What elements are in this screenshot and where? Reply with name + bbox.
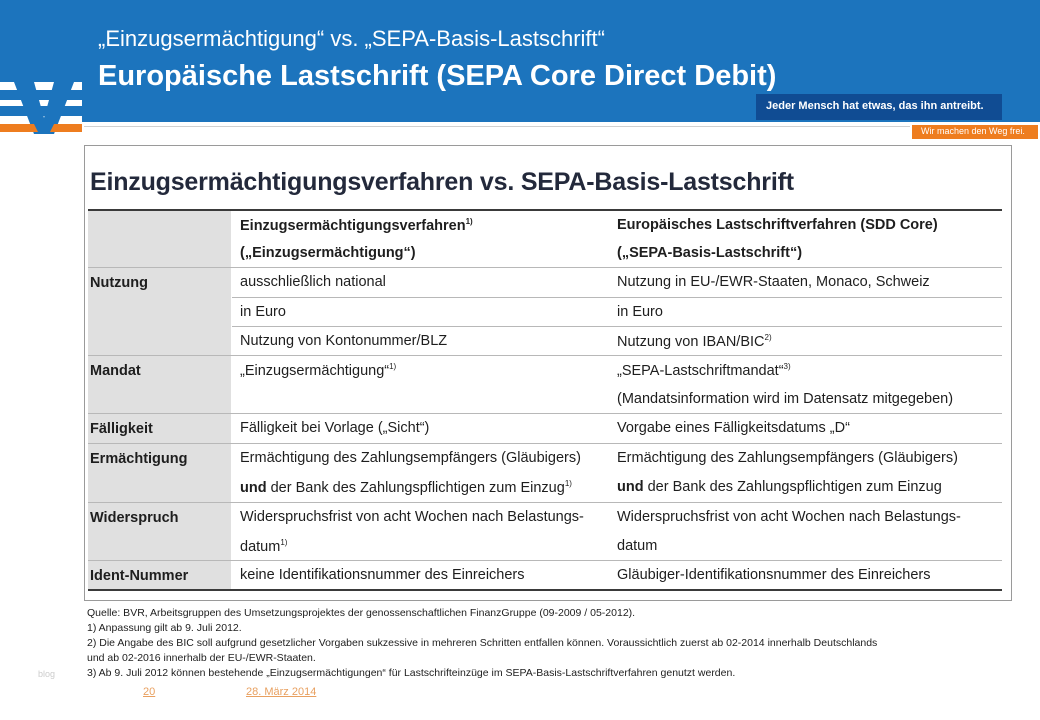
cell-text: und der Bank des Zahlungspflichtigen zum Einzug$^{1)}$ bbox=[240, 479, 572, 496]
cell-text: datum bbox=[617, 538, 658, 554]
cell-text: Widerspruchsfrist von acht Wochen nach Belastungs- bbox=[240, 509, 584, 525]
cell-text: Nutzung von IBAN/BIC$^{2)}$ bbox=[609, 326, 1002, 355]
source-note: Quelle: BVR, Arbeitsgruppen des Umsetzungsprojektes der genossenschaftlichen FinanzGruppe (09-2009 / 05-2012). bbox=[87, 607, 636, 619]
cell-text: Ermächtigung des Zahlungsempfängers (Gläubigers) bbox=[617, 450, 958, 466]
footnote-ref: 1) bbox=[465, 217, 473, 226]
cell-text: in Euro bbox=[232, 297, 609, 326]
cell-text: Widerspruchsfrist von acht Wochen nach Belastungs- bbox=[617, 509, 961, 525]
table-row bbox=[88, 444, 1002, 503]
footnote-3: 3) Ab 9. Juli 2012 können bestehende „Einzugsermächtigungen“ für Lastschrifteinzüge im SEPA-Basis-Lastschriftverfahren genutzt werden. bbox=[87, 667, 736, 679]
row-label-faelligkeit: Fälligkeit bbox=[88, 414, 231, 443]
header-col-sepa bbox=[609, 211, 1002, 267]
slogan-box: Jeder Mensch hat etwas, das ihn antreibt. bbox=[756, 94, 1002, 120]
row-label-nutzung: Nutzung bbox=[88, 268, 231, 355]
footnote-ref: 1) bbox=[564, 479, 572, 488]
row-label-ident: Ident-Nummer bbox=[88, 561, 231, 589]
header-col2-line1: Einzugsermächtigungsverfahren bbox=[240, 218, 466, 234]
footnote-ref: 3) bbox=[783, 362, 791, 371]
header-empty-cell bbox=[88, 211, 231, 267]
header-col3-line2: („SEPA-Basis-Lastschrift“) bbox=[617, 245, 803, 261]
cell-text: datum$^{1)}$ bbox=[240, 538, 288, 555]
cell-text: „SEPA-Lastschriftmandat“$^{3)}$ bbox=[617, 362, 791, 379]
cell-text: Nutzung von Kontonummer/BLZ bbox=[232, 326, 609, 355]
slide-title-line2: Europäische Lastschrift (SEPA Core Direct Debit) bbox=[98, 60, 777, 92]
row-label-widerspruch: Widerspruch bbox=[88, 503, 231, 560]
tagline-bar: Wir machen den Weg frei. bbox=[912, 125, 1038, 139]
footnote-ref: 1) bbox=[280, 538, 288, 547]
date-link[interactable]: 28. März 2014 bbox=[246, 686, 317, 698]
figure-title: Einzugsermächtigungsverfahren vs. SEPA-Basis-Lastschrift bbox=[90, 168, 794, 196]
header-col-einzug bbox=[231, 211, 609, 267]
footnote-ref: 1) bbox=[389, 362, 397, 371]
bank-logo bbox=[0, 82, 82, 134]
table-row bbox=[88, 268, 1002, 356]
cell-text: keine Identifikationsnummer des Einreichers bbox=[240, 567, 525, 583]
comparison-figure bbox=[84, 145, 1012, 601]
cell-text: Vorgabe eines Fälligkeitsdatums „D“ bbox=[617, 420, 850, 436]
footnote-ref: 2) bbox=[764, 333, 772, 342]
header-col2-line2: („Einzugsermächtigung“) bbox=[240, 245, 416, 261]
page-number-link[interactable]: 20 bbox=[143, 686, 156, 698]
cell-text: Fälligkeit bei Vorlage („Sicht“) bbox=[240, 420, 430, 436]
cell-text: Gläubiger-Identifikationsnummer des Einreichers bbox=[617, 567, 931, 583]
table-row bbox=[88, 561, 1002, 591]
footnote-2: 2) Die Angabe des BIC soll aufgrund gesetzlicher Vorgaben sukzessive in mehreren Schritten entfallen können. Voraussichtlich zuerst ab 02-2014 innerhalb Deutschlands bbox=[87, 637, 878, 649]
cell-text: Nutzung in EU-/EWR-Staaten, Monaco, Schweiz bbox=[617, 274, 930, 290]
row-label-mandat: Mandat bbox=[88, 356, 231, 413]
table-row bbox=[88, 503, 1002, 561]
header-divider bbox=[84, 126, 910, 127]
header-col3-line1: Europäisches Lastschriftverfahren (SDD Core) bbox=[617, 217, 938, 233]
table-row bbox=[88, 356, 1002, 414]
cell-text: ausschließlich national bbox=[240, 274, 386, 290]
cell-text: in Euro bbox=[609, 297, 1002, 326]
footnotes bbox=[87, 606, 1007, 681]
table-header-row bbox=[88, 209, 1002, 268]
row-label-ermaechtigung: Ermächtigung bbox=[88, 444, 231, 502]
cell-text: „Einzugsermächtigung“$^{1)}$ bbox=[240, 362, 397, 379]
cell-text: und der Bank des Zahlungspflichtigen zum Einzug bbox=[617, 479, 942, 495]
watermark: blog bbox=[38, 669, 56, 679]
footnote-1: 1) Anpassung gilt ab 9. Juli 2012. bbox=[87, 622, 242, 634]
table-row bbox=[88, 414, 1002, 444]
cell-text: Ermächtigung des Zahlungsempfängers (Gläubigers) bbox=[240, 450, 581, 466]
footnote-2-cont: und ab 02-2016 innerhalb der EU-/EWR-Staaten. bbox=[87, 652, 316, 664]
slide-title-line1: „Einzugsermächtigung“ vs. „SEPA-Basis-Lastschrift“ bbox=[98, 26, 605, 51]
cell-text: (Mandatsinformation wird im Datensatz mitgegeben) bbox=[617, 391, 954, 407]
comparison-table bbox=[88, 209, 1002, 591]
